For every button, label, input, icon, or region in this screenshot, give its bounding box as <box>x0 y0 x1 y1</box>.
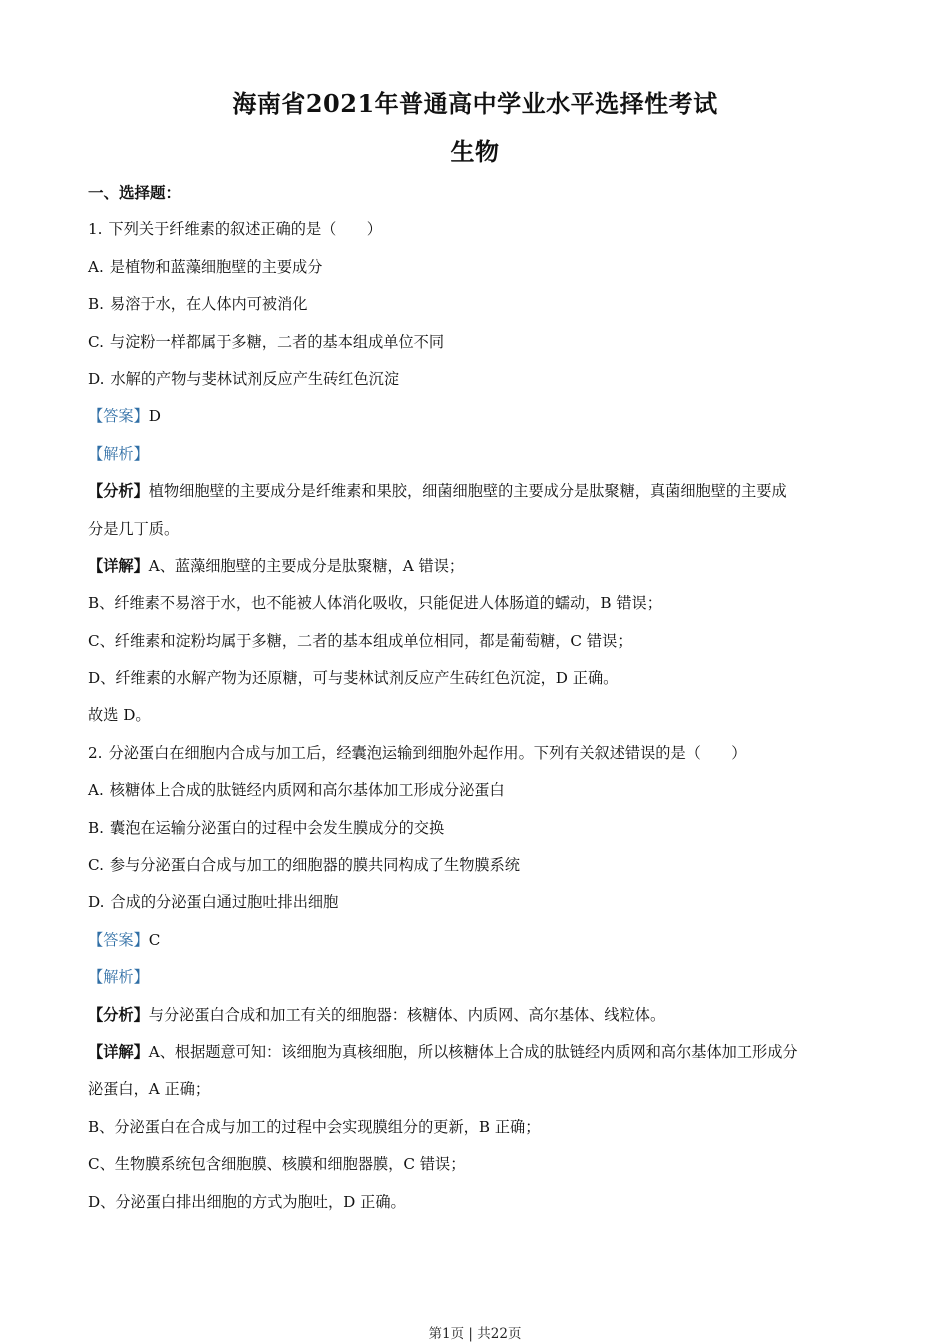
question-2-xiangjie-cont: 泌蛋白，A 正确； <box>88 1080 211 1099</box>
option-text: 与淀粉一样都属于多糖，二者的基本组成单位不同 <box>109 332 445 351</box>
question-1-option-d <box>88 367 868 404</box>
answer-label: 【答案】 <box>88 407 149 426</box>
option-letter: C. <box>88 332 104 351</box>
fenxi-text: 与分泌蛋白合成和加工有关的细胞器：核糖体、内质网、高尔基体、线粒体。 <box>148 1005 666 1024</box>
question-1-fenxi <box>88 479 868 516</box>
question-2-option-c <box>88 853 868 890</box>
option-text: 水解的产物与斐林试剂反应产生砖红色沉淀 <box>110 369 400 388</box>
question-1-stem <box>88 217 868 254</box>
question-number: 2. <box>88 743 103 762</box>
question-1-explain-line: D、纤维素的水解产物为还原糖，可与斐林试剂反应产生砖红色沉淀，D 正确。 <box>88 669 619 688</box>
question-2-stem <box>88 741 868 778</box>
analysis-label: 【解析】 <box>88 444 149 463</box>
option-letter: B. <box>88 295 104 314</box>
answer-label: 【答案】 <box>88 930 149 949</box>
xiangjie-label: 【详解】 <box>88 1042 149 1061</box>
option-text: 囊泡在运输分泌蛋白的过程中会发生膜成分的交换 <box>110 818 445 837</box>
page-footer: 第1页 | 共22页 <box>428 1326 522 1342</box>
document-body <box>88 180 868 1227</box>
question-1-analysis-label <box>88 442 868 479</box>
question-text: 分泌蛋白在细胞内合成与加工后，经囊泡运输到细胞外起作用。下列有关叙述错误的是（ ） <box>108 743 747 762</box>
question-2-xiangjie <box>88 1040 868 1077</box>
fenxi-text: 植物细胞壁的主要成分是纤维素和果胶，细菌细胞壁的主要成分是肽聚糖，真菌细胞壁的主要成 <box>148 482 787 501</box>
option-text: 参与分泌蛋白合成与加工的细胞器的膜共同构成了生物膜系统 <box>109 856 520 875</box>
subject-title: 生物 <box>450 137 500 166</box>
question-2-option-a <box>88 778 868 815</box>
question-1-conclusion: 故选 D。 <box>88 706 151 725</box>
question-1-fenxi-cont: 分是几丁质。 <box>88 519 180 538</box>
question-2-option-b <box>88 816 868 853</box>
option-letter: C. <box>88 856 104 875</box>
question-1-option-b <box>88 292 868 329</box>
option-letter: A. <box>88 257 104 276</box>
question-text: 下列关于纤维素的叙述正确的是（ ） <box>108 220 382 239</box>
answer-value: C <box>148 930 161 949</box>
answer-value: D <box>148 407 161 426</box>
fenxi-label: 【分析】 <box>88 482 149 501</box>
question-1-xiangjie <box>88 554 868 591</box>
question-number: 1. <box>88 220 103 239</box>
analysis-label: 【解析】 <box>88 968 149 987</box>
xiangjie-text: A、蓝藻细胞壁的主要成分是肽聚糖，A 错误； <box>148 556 465 575</box>
question-2-explain-line: C、生物膜系统包含细胞膜、核膜和细胞器膜，C 错误； <box>88 1155 466 1174</box>
question-2-explain-line: B、分泌蛋白在合成与加工的过程中会实现膜组分的更新，B 正确； <box>88 1117 541 1136</box>
question-1-explain-line: C、纤维素和淀粉均属于多糖，二者的基本组成单位相同，都是葡萄糖，C 错误； <box>88 631 633 650</box>
question-1-answer <box>88 404 868 441</box>
question-2-fenxi <box>88 1003 868 1040</box>
question-2-option-d <box>88 890 868 927</box>
option-text: 合成的分泌蛋白通过胞吐排出细胞 <box>110 893 339 912</box>
fenxi-label: 【分析】 <box>88 1005 149 1024</box>
section-heading: 一、选择题： <box>88 183 182 202</box>
option-text: 核糖体上合成的肽链经内质网和高尔基体加工形成分泌蛋白 <box>109 781 505 800</box>
exam-title: 海南省2021年普通高中学业水平选择性考试 <box>232 89 718 118</box>
question-1-option-c <box>88 330 868 367</box>
xiangjie-text: A、根据题意可知：该细胞为真核细胞，所以核糖体上合成的肽链经内质网和高尔基体加工形成分 <box>148 1042 798 1061</box>
option-letter: D. <box>88 893 105 912</box>
question-1-option-a <box>88 255 868 292</box>
question-2-analysis-label <box>88 965 868 1002</box>
option-text: 是植物和蓝藻细胞壁的主要成分 <box>109 257 323 276</box>
question-1-explain-line: B、纤维素不易溶于水，也不能被人体消化吸收，只能促进人体肠道的蠕动，B 错误； <box>88 594 662 613</box>
option-letter: B. <box>88 818 104 837</box>
xiangjie-label: 【详解】 <box>88 556 149 575</box>
question-2-explain-line: D、分泌蛋白排出细胞的方式为胞吐，D 正确。 <box>88 1192 406 1211</box>
option-letter: D. <box>88 369 105 388</box>
option-letter: A. <box>88 781 104 800</box>
question-2-answer <box>88 928 868 965</box>
option-text: 易溶于水，在人体内可被消化 <box>110 295 308 314</box>
